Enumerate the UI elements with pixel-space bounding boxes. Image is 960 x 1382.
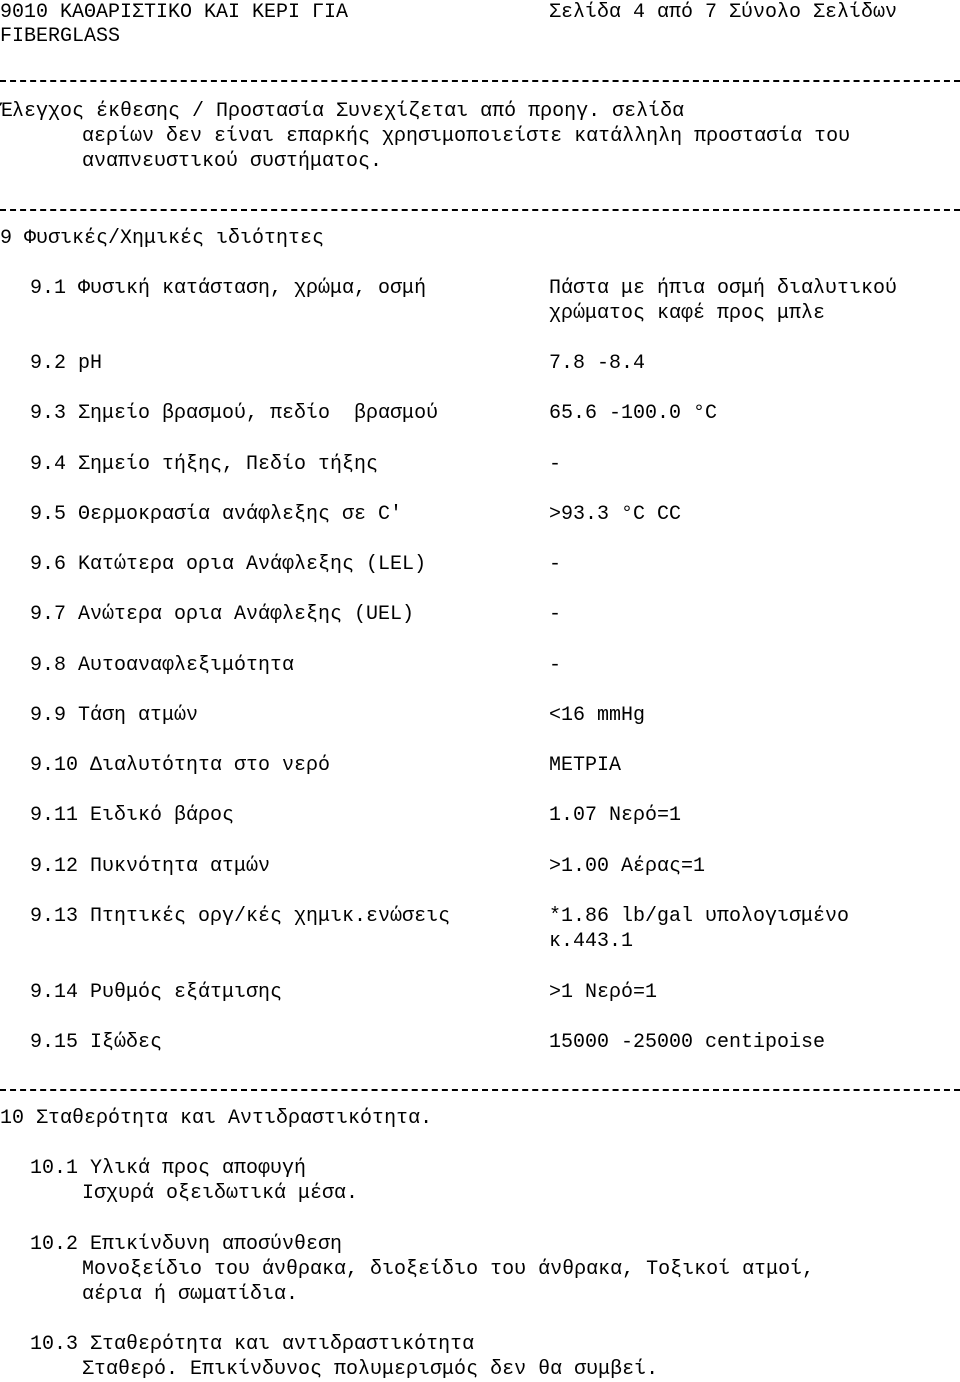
property-value: - bbox=[549, 453, 562, 476]
property-label: 9.5 Θερμοκρασία ανάφλεξης σε C' bbox=[30, 503, 403, 526]
property-label: 9.7 Ανώτερα ορια Ανάφλεξης (UEL) bbox=[30, 603, 415, 626]
separator-2 bbox=[0, 209, 960, 211]
product-name-line1: 9010 ΚΑΘΑΡΙΣΤΙΚΟ ΚΑΙ ΚΕΡΙ ΓΙΑ bbox=[0, 1, 349, 24]
property-value: ΜΕΤΡΙΑ bbox=[549, 754, 622, 777]
item-heading: 10.2 Επικίνδυνη αποσύνθεση bbox=[30, 1233, 343, 1256]
property-label: 9.8 Αυτοαναφλεξιμότητα bbox=[30, 654, 295, 677]
property-value: - bbox=[549, 553, 562, 576]
property-label: 9.11 Ειδικό βάρος bbox=[30, 804, 235, 827]
property-value: 65.6 -100.0 °C bbox=[549, 402, 718, 425]
item-text-cont: αέρια ή σωματίδια. bbox=[82, 1283, 299, 1306]
property-value: Πάστα με ήπια οσμή διαλυτικού bbox=[549, 277, 898, 300]
property-label: 9.13 Πτητικές οργ/κές χημικ.ενώσεις bbox=[30, 905, 451, 928]
property-value-cont: χρώματος καφέ προς μπλε bbox=[549, 302, 826, 325]
item-text: Ισχυρά οξειδωτικά μέσα. bbox=[82, 1182, 359, 1205]
property-label: 9.14 Ρυθμός εξάτμισης bbox=[30, 981, 283, 1004]
section9-title: 9 Φυσικές/Χημικές ιδιότητες bbox=[0, 227, 325, 250]
property-label: 9.9 Τάση ατμών bbox=[30, 704, 199, 727]
property-label: 9.1 Φυσική κατάσταση, χρώμα, οσμή bbox=[30, 277, 427, 300]
property-value: <16 mmHg bbox=[549, 704, 646, 727]
property-label: 9.10 Διαλυτότητα στο νερό bbox=[30, 754, 331, 777]
property-value: >1.00 Αέρας=1 bbox=[549, 855, 706, 878]
item-heading: 10.3 Σταθερότητα και αντιδραστικότητα bbox=[30, 1333, 475, 1356]
item-text: Μονοξείδιο του άνθρακα, διοξείδιο του άνθρακα, Τοξικοί ατμοί, bbox=[82, 1258, 815, 1281]
property-value: >93.3 °C CC bbox=[549, 503, 682, 526]
item-text: Σταθερό. Επικίνδυνος πολυμερισμός δεν θα συμβεί. bbox=[82, 1358, 659, 1381]
property-value: - bbox=[549, 603, 562, 626]
item-heading: 10.1 Υλικά προς αποφυγή bbox=[30, 1157, 307, 1180]
property-value: >1 Νερό=1 bbox=[549, 981, 658, 1004]
property-value: 15000 -25000 centipoise bbox=[549, 1031, 826, 1054]
property-label: 9.4 Σημείο τήξης, Πεδίο τήξης bbox=[30, 453, 379, 476]
property-label: 9.3 Σημείο βρασμού, πεδίο βρασμού bbox=[30, 402, 439, 425]
section8-line1: Έλεγχος έκθεσης / Προστασία Συνεχίζεται από προηγ. σελίδα bbox=[0, 100, 685, 123]
property-label: 9.2 pH bbox=[30, 352, 103, 375]
property-label: 9.12 Πυκνότητα ατμών bbox=[30, 855, 271, 878]
property-value: *1.86 lb/gal υπολογισμένο bbox=[549, 905, 850, 928]
property-value: 7.8 -8.4 bbox=[549, 352, 646, 375]
property-value-cont: κ.443.1 bbox=[549, 930, 634, 953]
section8-line3: αναπνευστικού συστήματος. bbox=[82, 150, 383, 173]
section8-line2: αερίων δεν είναι επαρκής χρησιμοποιείστε κατάλληλη προστασία του bbox=[82, 125, 851, 148]
property-label: 9.6 Κατώτερα ορια Ανάφλεξης (LEL) bbox=[30, 553, 427, 576]
page-info: Σελίδα 4 από 7 Σύνολο Σελίδων bbox=[549, 1, 898, 24]
separator-1 bbox=[0, 80, 960, 82]
property-value: - bbox=[549, 654, 562, 677]
property-label: 9.15 Ιξώδες bbox=[30, 1031, 163, 1054]
separator-3 bbox=[0, 1089, 960, 1091]
section10-title: 10 Σταθερότητα και Αντιδραστικότητα. bbox=[0, 1107, 433, 1130]
property-value: 1.07 Νερό=1 bbox=[549, 804, 682, 827]
product-name-line2: FIBERGLASS bbox=[0, 25, 121, 48]
